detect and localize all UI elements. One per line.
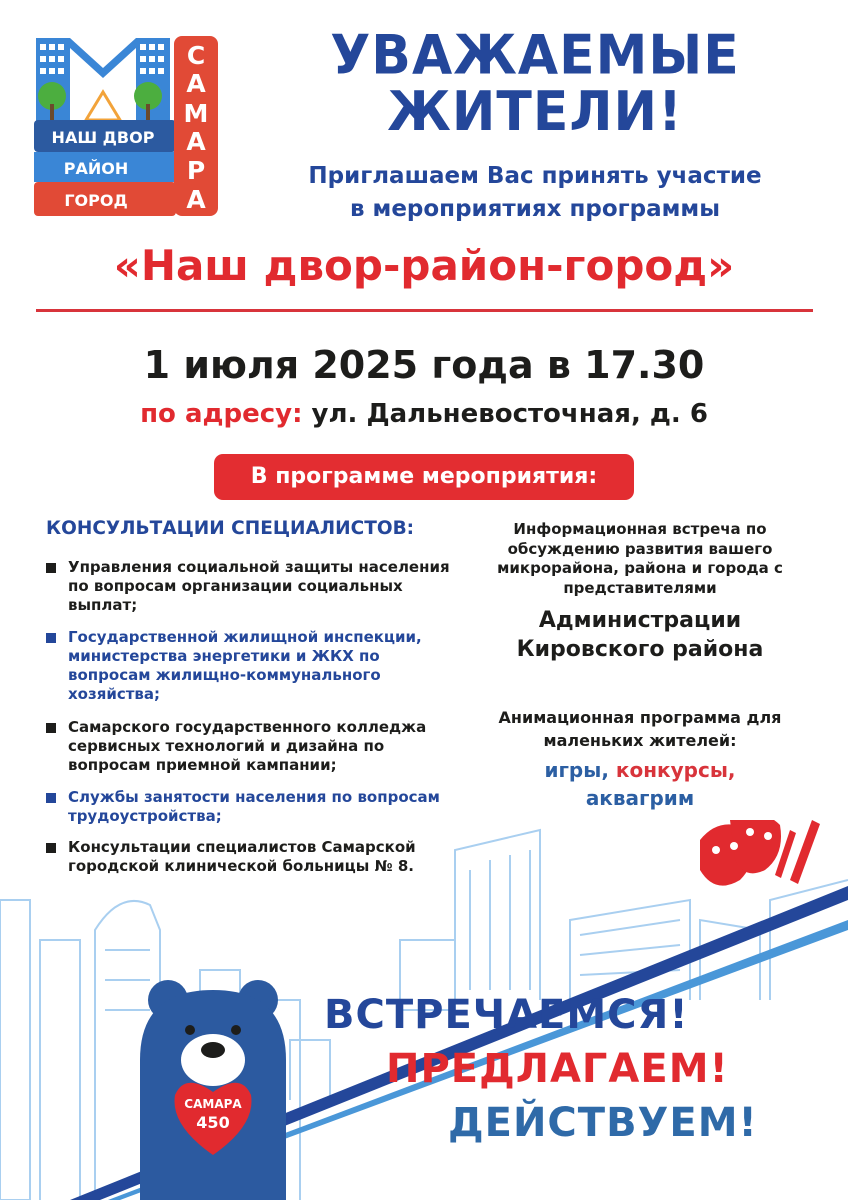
- list-item-text: Управления социальной защиты населения по вопросам организации социальных выплат;: [68, 558, 450, 614]
- subtitle-line2: в мероприятиях программы: [349, 196, 721, 222]
- list-item: [46, 558, 466, 615]
- animation-description: Анимационная программа для маленьких жителей:: [498, 708, 782, 750]
- administration-name: Администрации Кировского района: [516, 608, 764, 662]
- event-datetime: 1 июля 2025 года в 17.30: [143, 343, 705, 387]
- heart-text-line1: САМАРА: [184, 1097, 242, 1111]
- activity-games: игры: [544, 758, 602, 782]
- consultations-heading: КОНСУЛЬТАЦИИ СПЕЦИАЛИСТОВ:: [46, 518, 415, 539]
- meeting-description: Информационная встреча по обсуждению развития вашего микрорайона, района и города с представителями: [497, 520, 783, 597]
- theatre-masks-icon: [700, 820, 781, 886]
- square-bullet-icon: [46, 563, 56, 573]
- logo-vertical-letter: А: [186, 127, 206, 156]
- logo-vertical-letter: А: [186, 69, 206, 98]
- animation-activities: [490, 756, 790, 812]
- nash-dvor-logo: [34, 34, 218, 218]
- list-item-text: Службы занятости населения по вопросам трудоустройства;: [68, 788, 440, 825]
- divider: [36, 309, 813, 312]
- square-bullet-icon: [46, 633, 56, 643]
- address-label: по адресу:: [140, 399, 303, 429]
- list-item-text: Государственной жилищной инспекции, министерства энергетики и ЖКХ по вопросам жилищно-коммунального хозяйства;: [68, 628, 422, 703]
- paintbrush-icon: [775, 820, 820, 884]
- title-line2: ЖИТЕЛИ!: [387, 80, 683, 144]
- list-item: [46, 628, 466, 704]
- page-title: [250, 24, 820, 144]
- list-item: [46, 718, 466, 775]
- list-item-text: Самарского государственного колледжа сервисных технологий и дизайна по вопросам приемной кампании;: [68, 718, 427, 774]
- logo-vertical-letter: С: [186, 41, 206, 70]
- list-item-text: Консультации специалистов Самарской городской клинической больницы № 8.: [68, 838, 416, 875]
- title-line1: УВАЖАЕМЫЕ: [330, 24, 740, 88]
- logo-vertical-letter: Р: [186, 156, 206, 185]
- activity-separator: ,: [601, 758, 616, 782]
- square-bullet-icon: [46, 793, 56, 803]
- subtitle: [250, 160, 820, 226]
- activity-facepaint: аквагрим: [585, 786, 695, 810]
- subtitle-line1: Приглашаем Вас принять участие: [308, 163, 762, 189]
- program-badge: В программе мероприятия:: [214, 454, 634, 500]
- activity-contests: конкурсы,: [615, 758, 736, 782]
- logo-vertical-letter: А: [186, 185, 206, 214]
- event-address: [0, 394, 848, 434]
- logo-vertical-letter: М: [183, 99, 209, 128]
- bear-mascot: [140, 980, 286, 1200]
- logo-line2: РАЙОН: [63, 159, 129, 178]
- logo-line3: ГОРОД: [64, 191, 128, 210]
- logo-line1: НАШ ДВОР: [51, 128, 155, 147]
- slogan-meet: ВСТРЕЧАЕМСЯ!: [324, 992, 689, 1038]
- square-bullet-icon: [46, 723, 56, 733]
- slogan-propose: ПРЕДЛАГАЕМ!: [386, 1046, 729, 1092]
- slogan-act: ДЕЙСТВУЕМ!: [448, 1100, 758, 1146]
- heart-text-line2: 450: [196, 1113, 230, 1132]
- address-value: ул. Дальневосточная, д. 6: [302, 399, 708, 429]
- program-name: «Наш двор-район-город»: [113, 241, 735, 290]
